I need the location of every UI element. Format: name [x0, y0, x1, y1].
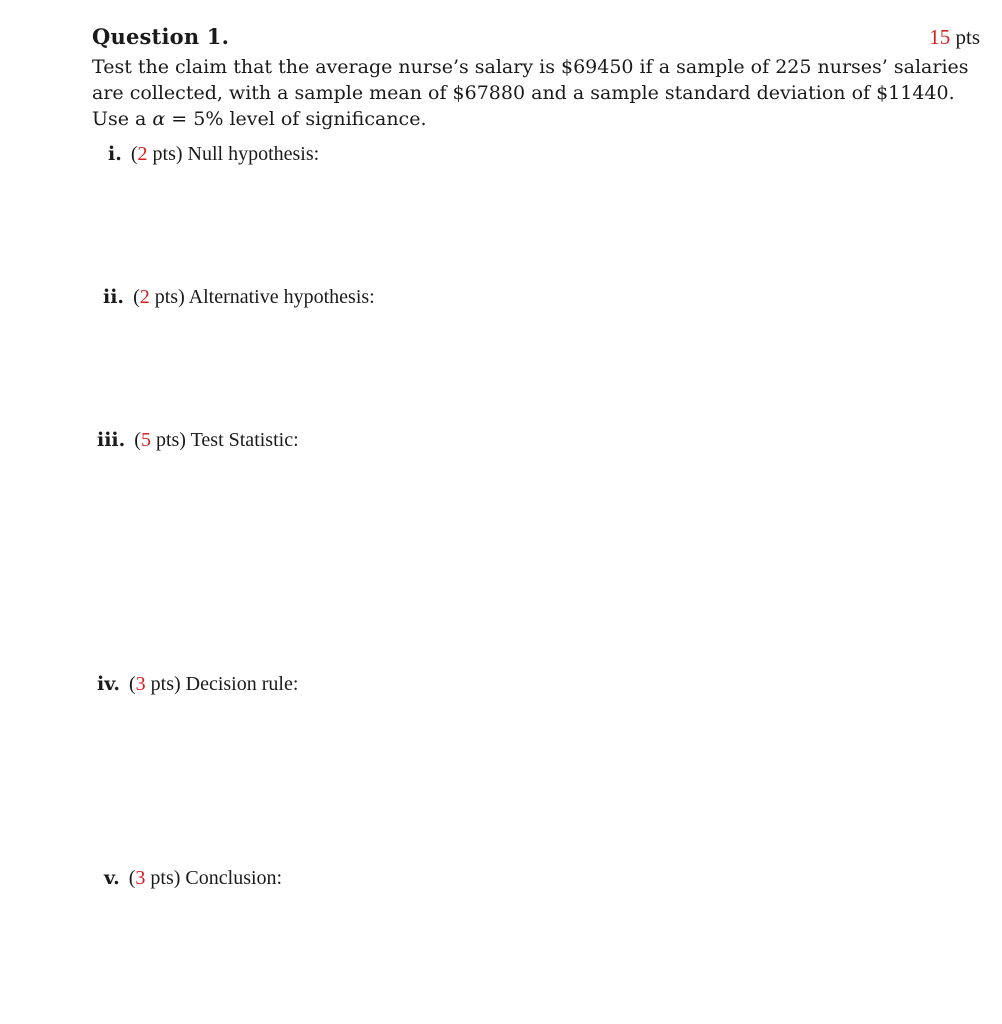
part-iv — [97, 673, 298, 696]
part-points-unit: pts) — [154, 286, 185, 308]
part-label: Decision rule: — [185, 673, 299, 695]
question-prompt — [92, 54, 969, 132]
part-v — [104, 867, 282, 890]
part-points-value: 2 — [139, 286, 150, 308]
prompt-line-3 — [92, 106, 922, 132]
prompt-line-1: Test the claim that the average nurse’s salary is $69450 if a sample of 225 nurses’ salaries — [92, 56, 969, 78]
part-label: Conclusion: — [185, 867, 283, 889]
part-i — [108, 143, 319, 166]
part-number: i. — [108, 143, 122, 165]
part-iii — [97, 429, 299, 452]
prompt-line-3-start: Use a — [92, 108, 153, 130]
prompt-line-3-end: = 5% level of significance. — [165, 108, 427, 130]
total-points-unit: pts — [955, 25, 980, 49]
question-title: Question 1. — [92, 24, 230, 49]
part-ii — [103, 286, 375, 309]
part-number: iv. — [97, 673, 120, 695]
question-total-points — [929, 25, 980, 50]
part-label: Test Statistic: — [190, 429, 299, 451]
part-points-value: 3 — [135, 673, 146, 695]
part-points: (3 pts) — [128, 867, 181, 889]
part-points-value: 5 — [140, 429, 151, 451]
part-points-value: 3 — [135, 867, 146, 889]
part-points-unit: pts) — [150, 673, 181, 695]
part-points: (5 pts) — [134, 429, 186, 451]
part-points-value: 2 — [137, 143, 148, 165]
part-number: iii. — [97, 429, 126, 451]
alpha-symbol: α — [152, 108, 166, 130]
part-number: ii. — [103, 286, 125, 308]
part-points-unit: pts) — [150, 867, 181, 889]
part-label: Alternative hypothesis: — [188, 286, 375, 308]
part-points: (3 pts) — [128, 673, 181, 695]
prompt-line-2: are collected, with a sample mean of $67880 and a sample standard deviation of $11440. — [92, 82, 955, 104]
part-points-unit: pts) — [152, 143, 183, 165]
part-label: Null hypothesis: — [187, 143, 320, 165]
part-points: (2 pts) — [130, 143, 183, 165]
total-points-value: 15 — [929, 25, 951, 49]
part-points: (2 pts) — [133, 286, 185, 308]
part-number: v. — [104, 867, 120, 889]
part-points-unit: pts) — [155, 429, 186, 451]
